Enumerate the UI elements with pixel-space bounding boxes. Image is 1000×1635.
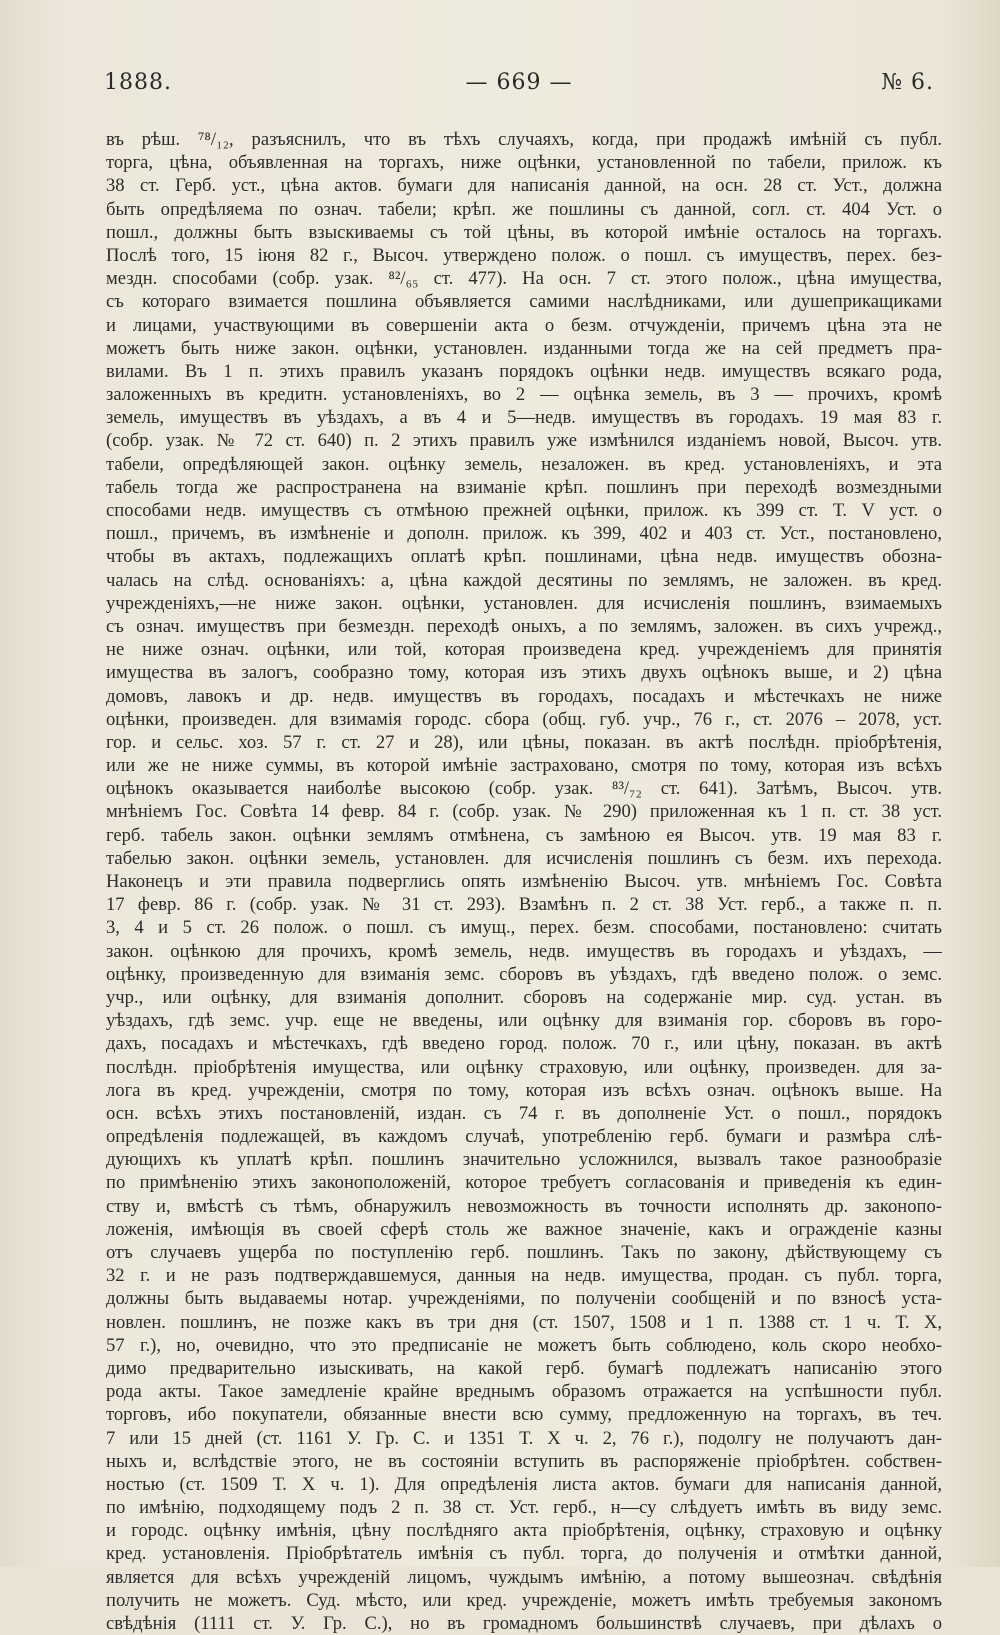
text-line: способами недв. имуществъ съ отмѣною прежней оцѣнки, прилож. къ 399 ст. Т. V уст. о — [106, 500, 942, 521]
text-line: по примѣненію этихъ законоположеній, которое требуетъ согласованія и приведенія къ един- — [106, 1172, 942, 1194]
text-line: съ означ. имуществъ при безмездн. переходѣ оныхъ, а по землямъ, заложен. въ сихъ учрежд., — [106, 615, 942, 637]
text-line: мнѣніемъ Гос. Совѣта 14 февр. 84 г. (собр. узак. № 290) приложенная къ 1 п. ст. 38 уст. — [106, 801, 942, 823]
text-line: димо предварительно изыскивать, на какой герб. бумагѣ подлежатъ написанію этого — [106, 1357, 942, 1379]
text-line: 57 г.), но, очевидно, что это предписаніе не можетъ быть соблюдено, коль скоро необхо- — [106, 1334, 942, 1356]
text-line: оцѣнку, произведенную для взиманія земс. сборовъ въ уѣздахъ, гдѣ введено полож. о земс. — [106, 963, 942, 985]
text-line: имущества въ залогъ, сообразно тому, которая изъ этихъ двухъ оцѣнокъ выше, и 2) цѣна — [106, 662, 942, 684]
text-line: и городс. оцѣнку имѣнія, цѣну послѣдняго акта пріобрѣтенія, оцѣнку, страховую и оцѣнку — [106, 1520, 942, 1542]
text-line: закон. оцѣнкою для прочихъ, кромѣ земель, недв. имуществъ въ городахъ и уѣздахъ, — — [106, 940, 942, 962]
text-line: и лицами, участвующими въ совершеніи акта о безм. отчужденіи, причемъ цѣна эта не — [106, 314, 942, 336]
text-line: дахъ, посадахъ и мѣстечкахъ, гдѣ введено город. полож. 70 г., или цѣну, показан. въ актѣ — [106, 1033, 942, 1055]
text-line: пошл., причемъ, въ измѣненіе и дополн. прилож. къ 399, 402 и 403 ст. Уст., постановлено, — [106, 523, 942, 545]
text-line: свѣдѣнія (1111 ст. У. Гр. С.), но въ громадномъ большинствѣ случаевъ, при дѣлахъ о — [106, 1613, 942, 1634]
text-line: новлен. пошлинъ, не позже какъ въ три дня (ст. 1507, 1508 и 1 п. 1388 ст. 1 ч. Т. X, — [106, 1311, 942, 1333]
text-line: земель, имуществъ въ уѣздахъ, а въ 4 и 5—недв. имуществъ въ городахъ. 19 мая 83 г. — [106, 407, 942, 429]
text-line: по имѣнію, подходящему подъ 2 п. 38 ст. Уст. герб., н—су слѣдуетъ имѣть въ виду земс. — [106, 1497, 942, 1519]
text-line: рода акты. Такое замедленіе крайне вреднымъ образомъ отражается на успѣшности публ. — [106, 1381, 942, 1403]
page-header — [104, 70, 934, 106]
text-line: торговъ, ибо покупатели, обязанные внести всю сумму, предложенную на торгахъ, въ теч. — [106, 1404, 942, 1426]
text-line: чтобы въ актахъ, подлежащихъ оплатѣ крѣп. пошлинами, цѣна недв. имуществъ обозна- — [106, 546, 942, 568]
text-line: учрежденіяхъ,—не ниже закон. оцѣнки, установлен. для исчисленія пошлинъ, взимаемыхъ — [106, 592, 942, 614]
text-line: дующихъ къ уплатѣ крѣп. пошлинъ значительно усложнился, вызвалъ такое разнообразіе — [106, 1149, 942, 1171]
text-line: мездн. способами (собр. узак. ⁸²/₆₅ ст. 477). На осн. 7 ст. этого полож., цѣна имущества, — [106, 268, 942, 290]
text-line: опредѣленія подлежащей, въ каждомъ случаѣ, употребленію герб. бумаги и размѣра слѣ- — [106, 1126, 942, 1148]
text-line: 32 г. и не разъ подтверждавшемуся, данныя на недв. имущества, продан. съ публ. торга, — [106, 1265, 942, 1287]
text-line: Послѣ того, 15 іюня 82 г., Высоч. утверждено полож. о пошл. съ имуществъ, перех. без- — [106, 244, 942, 266]
text-line: является для всѣхъ учрежденій лицомъ, чуждымъ имѣнію, а потому вышеознач. свѣдѣнія — [106, 1566, 942, 1588]
text-line: Наконецъ и эти правила подверглись опять измѣненію Высоч. утв. мнѣніемъ Гос. Совѣта — [106, 871, 942, 892]
text-line: ству и, вмѣстѣ съ тѣмъ, обнаружилъ невозможность въ точности исполнять др. законопо- — [106, 1195, 942, 1217]
text-line: чалась на слѣд. основаніяхъ: а, цѣна каждой десятины по землямъ, не заложен. въ кред. — [106, 569, 942, 591]
text-line: оцѣнки, произведен. для взимамія городс. сбора (общ. губ. учр., 76 г., ст. 2076 – 2078, уст. — [106, 708, 942, 730]
text-line: (собр. узак. № 72 ст. 640) п. 2 этихъ правилъ уже измѣнился изданіемъ новой, Высоч. утв. — [106, 430, 942, 452]
text-line: должны быть выдаваемы нотар. учрежденіями, по полученіи сообщеній и по взносѣ уста- — [106, 1288, 942, 1310]
text-line: табелью закон. оцѣнки земель, установлен. для исчисленія пошлинъ съ безм. ихъ перехода. — [106, 847, 942, 869]
text-line: въ рѣш. ⁷⁸/₁₂, разъяснилъ, что въ тѣхъ случаяхъ, когда, при продажѣ имѣній съ публ. — [106, 129, 942, 150]
text-line: лога въ кред. учрежденіи, смотря по тому, которая изъ всѣхъ означ. оцѣнокъ выше. На — [106, 1079, 942, 1101]
text-line: кред. установленія. Пріобрѣтатель имѣнія съ публ. торга, до полученія и отмѣтки данной, — [106, 1543, 942, 1565]
text-line: заложенныхъ въ кредитн. установленіяхъ, во 2 — оцѣнка земель, въ 3 — прочихъ, кромѣ — [106, 384, 942, 406]
text-line: ложенія, имѣющія въ своей сферѣ столь же важное значеніе, какъ и огражденіе казны — [106, 1218, 942, 1240]
text-line: послѣдн. пріобрѣтенія имущества, или оцѣнку страховую, или оцѣнку, произведен. для за- — [106, 1056, 942, 1078]
text-line: торга, цѣна, объявленная на торгахъ, ниже оцѣнки, установленной по табели, прилож. къ — [106, 152, 942, 174]
header-year: 1888. — [104, 70, 172, 95]
text-line: табель тогда же распространена на взиманіе крѣп. пошлинъ при переходѣ возмездными — [106, 476, 942, 498]
text-line: гор. и сельс. хоз. 57 г. ст. 27 и 28), или цѣны, показан. въ актѣ послѣдн. пріобрѣтенія, — [106, 731, 942, 753]
body-text — [106, 128, 942, 1635]
text-line: уѣздахъ, гдѣ земс. учр. еще не введены, или оцѣнку для взиманія гор. сборовъ въ горо- — [106, 1010, 942, 1032]
text-line: быть опредѣляема по означ. табели; крѣп. же пошлины съ данной, согл. ст. 404 Уст. о — [106, 198, 942, 220]
text-line: оцѣнокъ оказывается наиболѣе высокою (собр. узак. ⁸³/₇₂ ст. 641). Затѣмъ, Высоч. утв. — [106, 778, 942, 800]
text-line: можетъ быть ниже закон. оцѣнки, установлен. изданными тогда же на сей предметъ пра- — [106, 337, 942, 359]
text-line: учр., или оцѣнку, для взиманія дополнит. сборовъ на содержаніе мир. суд. устан. въ — [106, 986, 942, 1008]
text-line: табели, опредѣляющей закон. оцѣнку земель, незаложен. въ кред. установленіяхъ, и эта — [106, 453, 942, 475]
text-line: герб. табель закон. оцѣнки землямъ отмѣнена, съ замѣною ея Высоч. утв. 19 мая 83 г. — [106, 824, 942, 846]
text-line: ностью (ст. 1509 Т. X ч. 1). Для опредѣленія листа актов. бумаги для написанія данной, — [106, 1473, 942, 1495]
text-line: отъ случаевъ ущерба по поступленію герб. пошлинъ. Такъ по закону, дѣйствующему съ — [106, 1242, 942, 1263]
header-issue-number: № 6. — [881, 70, 934, 95]
text-line: 17 февр. 86 г. (собр. узак. № 31 ст. 293). Взамѣнъ п. 2 ст. 38 Уст. герб., а также п. п. — [106, 894, 942, 916]
text-line: ныхъ и, вслѣдствіе этого, не въ состояніи вступить въ распоряженіе пріобрѣтен. собствен- — [106, 1450, 942, 1472]
text-line: съ котораго взимается пошлина объявляется самими наслѣдниками, или душеприкащиками — [106, 291, 942, 313]
text-line: домовъ, лавокъ и др. недв. имуществъ въ городахъ, посадахъ и мѣстечкахъ не ниже — [106, 685, 942, 707]
header-page-number: — 669 — — [465, 70, 573, 95]
text-line: 3, 4 и 5 ст. 26 полож. о пошл. съ имущ., перех. безм. способами, постановлено: считать — [106, 917, 942, 939]
text-line: осн. всѣхъ этихъ постановленій, издан. съ 74 г. въ дополненіе Уст. о пошл., порядокъ — [106, 1102, 942, 1124]
text-line: не ниже означ. оцѣнки, или той, которая произведена кред. учрежденіемъ для принятія — [106, 639, 942, 661]
text-line: вилами. Въ 1 п. этихъ правилъ указанъ порядокъ оцѣнки недв. имуществъ всякаго рода, — [106, 360, 942, 382]
text-line: 38 ст. Герб. уст., цѣна актов. бумаги для написанія данной, на осн. 28 ст. Уст., должна — [106, 175, 942, 197]
text-line: 7 или 15 дней (ст. 1161 У. Гр. С. и 1351 Т. X ч. 2, 76 г.), подолгу не получаютъ дан- — [106, 1427, 942, 1449]
text-line: пошл., должны быть взыскиваемы съ той цѣны, въ которой имѣніе осталось на торгахъ. — [106, 221, 942, 243]
text-line: получить не можетъ. Суд. мѣсто, или кред. учрежденіе, можетъ имѣть требуемыя закономъ — [106, 1589, 942, 1611]
text-line: или же не ниже суммы, въ которой имѣніе застраховано, смотря по тому, которая изъ всѣхъ — [106, 755, 942, 777]
